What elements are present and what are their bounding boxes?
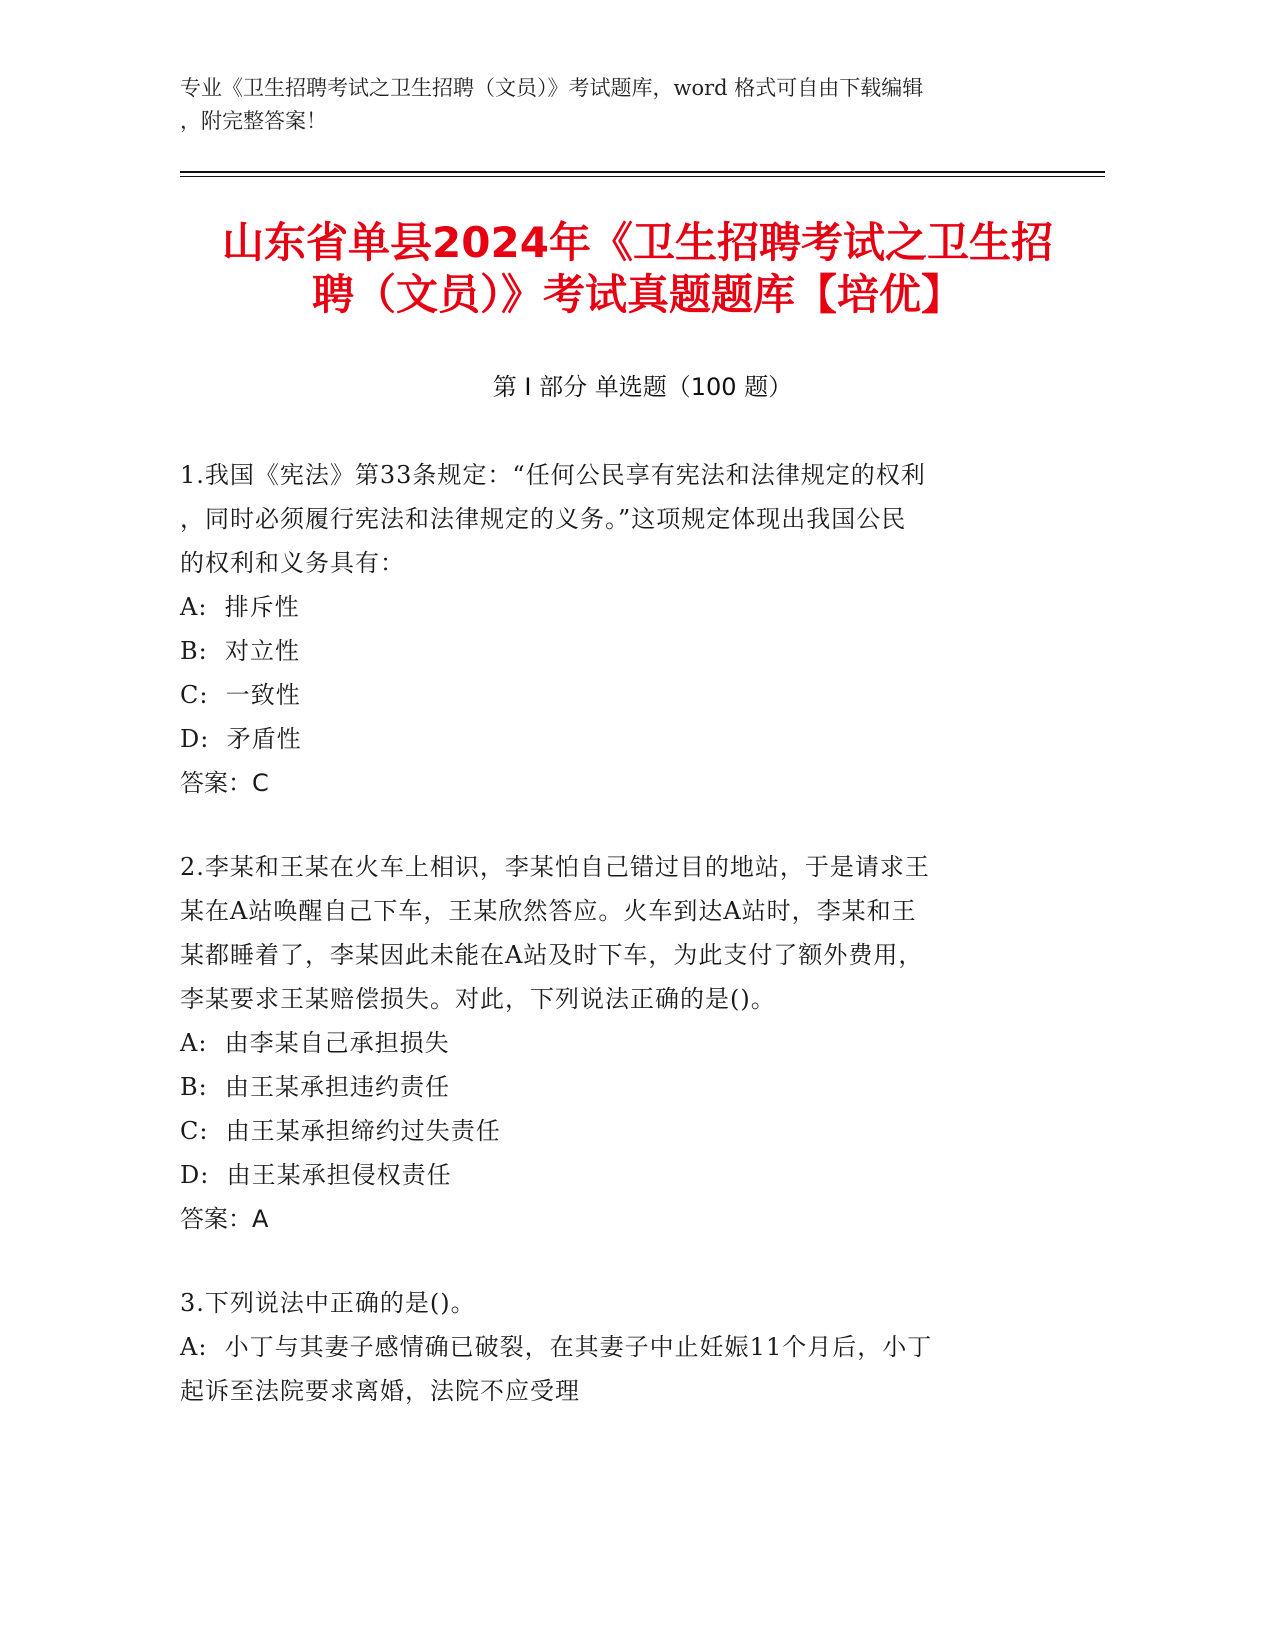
option-d: D: 由王某承担侵权责任 [180,1161,452,1189]
header-divider-thin [180,176,1105,177]
answer: 答案：C [180,769,269,797]
question-3 [180,1281,1025,1413]
question-stem: 3.下列说法中正确的是()。 [180,1289,476,1317]
option-b: B: 由王某承担违约责任 [180,1073,450,1101]
option-a: A: 小丁与其妻子感情确已破裂，在其妻子中止妊娠11个月后，小丁 起诉至法院要求离婚，法院不应受理 [180,1333,933,1405]
section-title: 第 I 部分 单选题（100 题） [492,373,793,401]
question-2 [180,845,1025,1241]
option-a: A: 由李某自己承担损失 [180,1029,450,1057]
answer: 答案：A [180,1205,269,1233]
document-title-line-2: 聘（文员）》考试真题题库【培优】 [311,270,963,319]
question-stem: 1.我国《宪法》第33条规定：“任何公民享有宪法和法律规定的权利 ，同时必须履行宪法和法律规定的义务。”这项规定体现出我国公民 的权利和义务具有： [180,461,926,577]
option-a: A: 排斥性 [180,593,300,621]
question-1 [180,453,1025,805]
document-title [150,217,1125,321]
option-b: B: 对立性 [180,637,300,665]
option-c: C: 由王某承担缔约过失责任 [180,1117,501,1145]
question-stem: 2.李某和王某在火车上相识，李某怕自己错过目的地站，于是请求王 某在A站唤醒自己下车，王某欣然答应。火车到达A站时，李某和王 某都睡着了，李某因此未能在A站及时下车，为此支付了额外费用， 李某要求王某赔偿损失。对此，下列说法正确的是()。 [180,853,930,1013]
document-title-line-1: 山东省单县2024年《卫生招聘考试之卫生招 [222,218,1053,267]
header-divider-thick [180,171,1105,173]
option-c: C: 一致性 [180,681,301,709]
option-d: D: 矛盾性 [180,725,302,753]
header-note: 专业《卫生招聘考试之卫生招聘（文员）》考试题库，word 格式可自由下载编辑 ，附完整答案！ [180,76,924,133]
